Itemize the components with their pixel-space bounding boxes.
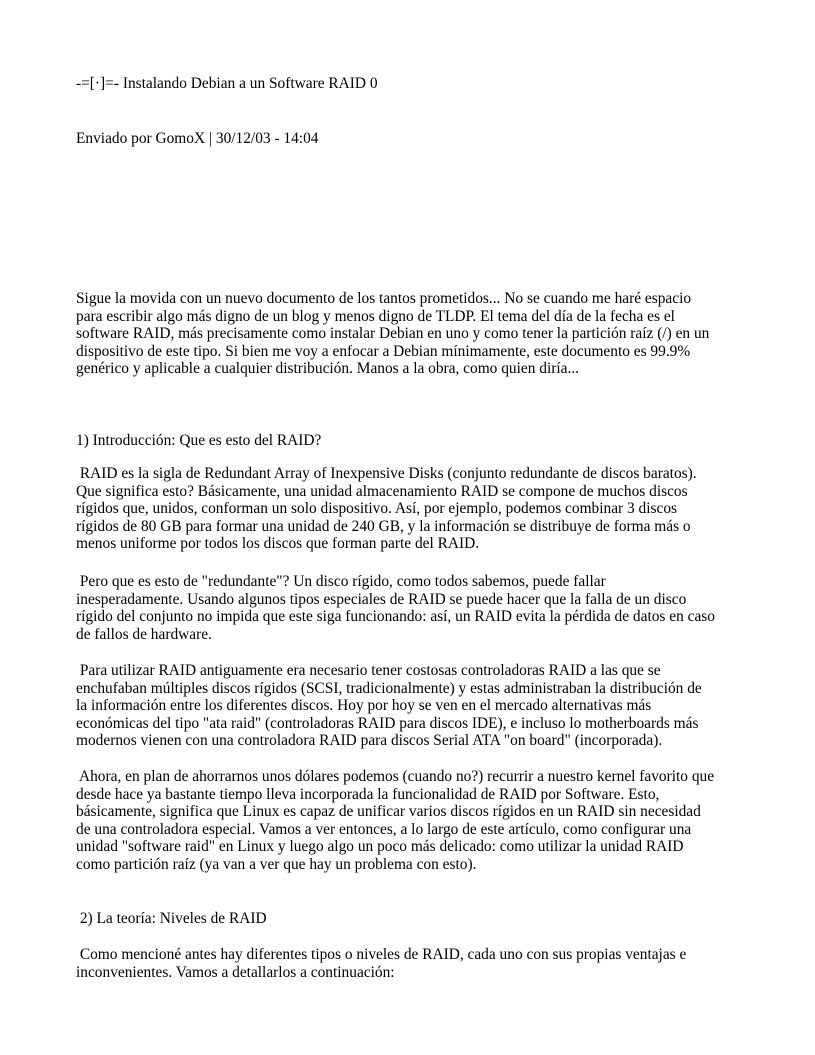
text-line: de una controladora especial. Vamos a ver entonces, a lo largo de este artículo, como configurar una: [76, 820, 692, 838]
text-line: Ahora, en plan de ahorrarnos unos dólares podemos (cuando no?) recurrir a nuestro kernel favorito que: [76, 768, 715, 785]
text-line: para escribir algo más digno de un blog y menos digno de TLDP. El tema del día de la fecha es el: [76, 307, 675, 325]
text-line: Que significa esto? Básicamente, una unidad almacenamiento RAID se compone de muchos discos: [76, 482, 688, 500]
text-line: como partición raíz (ya van a ver que hay un problema con esto).: [76, 855, 477, 873]
text-line: software RAID, más precisamente como instalar Debian en uno y como tener la partición raíz (/) en un: [76, 325, 710, 342]
text-line: rígido del conjunto no impida que este siga funcionando: así, un RAID evita la pérdida de datos en caso: [76, 608, 715, 625]
text-line: rígidos que, unidos, conforman un solo dispositivo. Así, por ejemplo, podemos combinar 3 discos: [76, 500, 678, 517]
text-line: rígidos de 80 GB para formar una unidad de 240 GB, y la información se distribuye de forma más o: [76, 517, 691, 535]
text-line: la información entre los diferentes discos. Hoy por hoy se ven en el mercado alternativas más: [76, 697, 652, 714]
text-line: enchufaban múltiples discos rígidos (SCSI, tradicionalmente) y estas administraban la distribución de: [76, 679, 702, 697]
text-line: Como mencioné antes hay diferentes tipos o niveles de RAID, cada uno con sus propias ventajas e: [76, 946, 687, 963]
text-line: unidad "software raid" en Linux y luego algo un poco más delicado: como utilizar la unidad RAID: [76, 838, 684, 855]
text-line: desde hace ya bastante tiempo lleva incorporada la funcionalidad de RAID por Software. Esto,: [76, 785, 660, 803]
document-title: -=[·]=- Instalando Debian a un Software RAID 0: [76, 75, 378, 92]
text-line: económicas del tipo "ata raid" (controladoras RAID para discos IDE), e incluso lo motherboards más: [76, 714, 699, 732]
text-line: genérico y aplicable a cualquier distribución. Manos a la obra, como quien diría...: [76, 360, 580, 377]
section-heading-teoria: 2) La teoría: Niveles de RAID: [76, 910, 267, 927]
intro-paragraph: [76, 290, 746, 378]
text-line: básicamente, significa que Linux es capaz de unificar varios discos rígidos en un RAID sin necesidad: [76, 803, 701, 820]
text-line: dispositivo de este tipo. Si bien me voy a enfocar a Debian mínimamente, este documento es 99.9%: [76, 342, 691, 360]
paragraph-niveles: [76, 946, 746, 981]
text-line: inesperadamente. Usando algunos tipos especiales de RAID se puede hacer que la falla de un disco: [76, 590, 687, 608]
text-line: Para utilizar RAID antiguamente era necesario tener costosas controladoras RAID a las que se: [76, 662, 661, 679]
paragraph-redundante: [76, 573, 746, 643]
text-line: modernos vienen con una controladora RAID para discos Serial ATA "on board" (incorporada).: [76, 732, 663, 749]
text-line: RAID es la sigla de Redundant Array of Inexpensive Disks (conjunto redundante de discos baratos).: [76, 465, 697, 482]
text-line: inconvenientes. Vamos a detallarlos a continuación:: [76, 963, 395, 981]
section-heading-introduccion: 1) Introducción: Que es esto del RAID?: [76, 432, 322, 449]
text-line: Sigue la movida con un nuevo documento de los tantos prometidos... No se cuando me haré espacio: [76, 290, 692, 307]
text-line: Pero que es esto de "redundante"? Un disco rígido, como todos sabemos, puede fallar: [76, 573, 606, 590]
document-byline: Enviado por GomoX | 30/12/03 - 14:04: [76, 130, 319, 147]
paragraph-software-raid: [76, 768, 746, 873]
text-line: menos uniforme por todos los discos que forman parte del RAID.: [76, 535, 480, 552]
paragraph-controladoras: [76, 662, 746, 750]
text-line: de fallos de hardware.: [76, 625, 212, 643]
paragraph-raid-definition: [76, 465, 746, 553]
